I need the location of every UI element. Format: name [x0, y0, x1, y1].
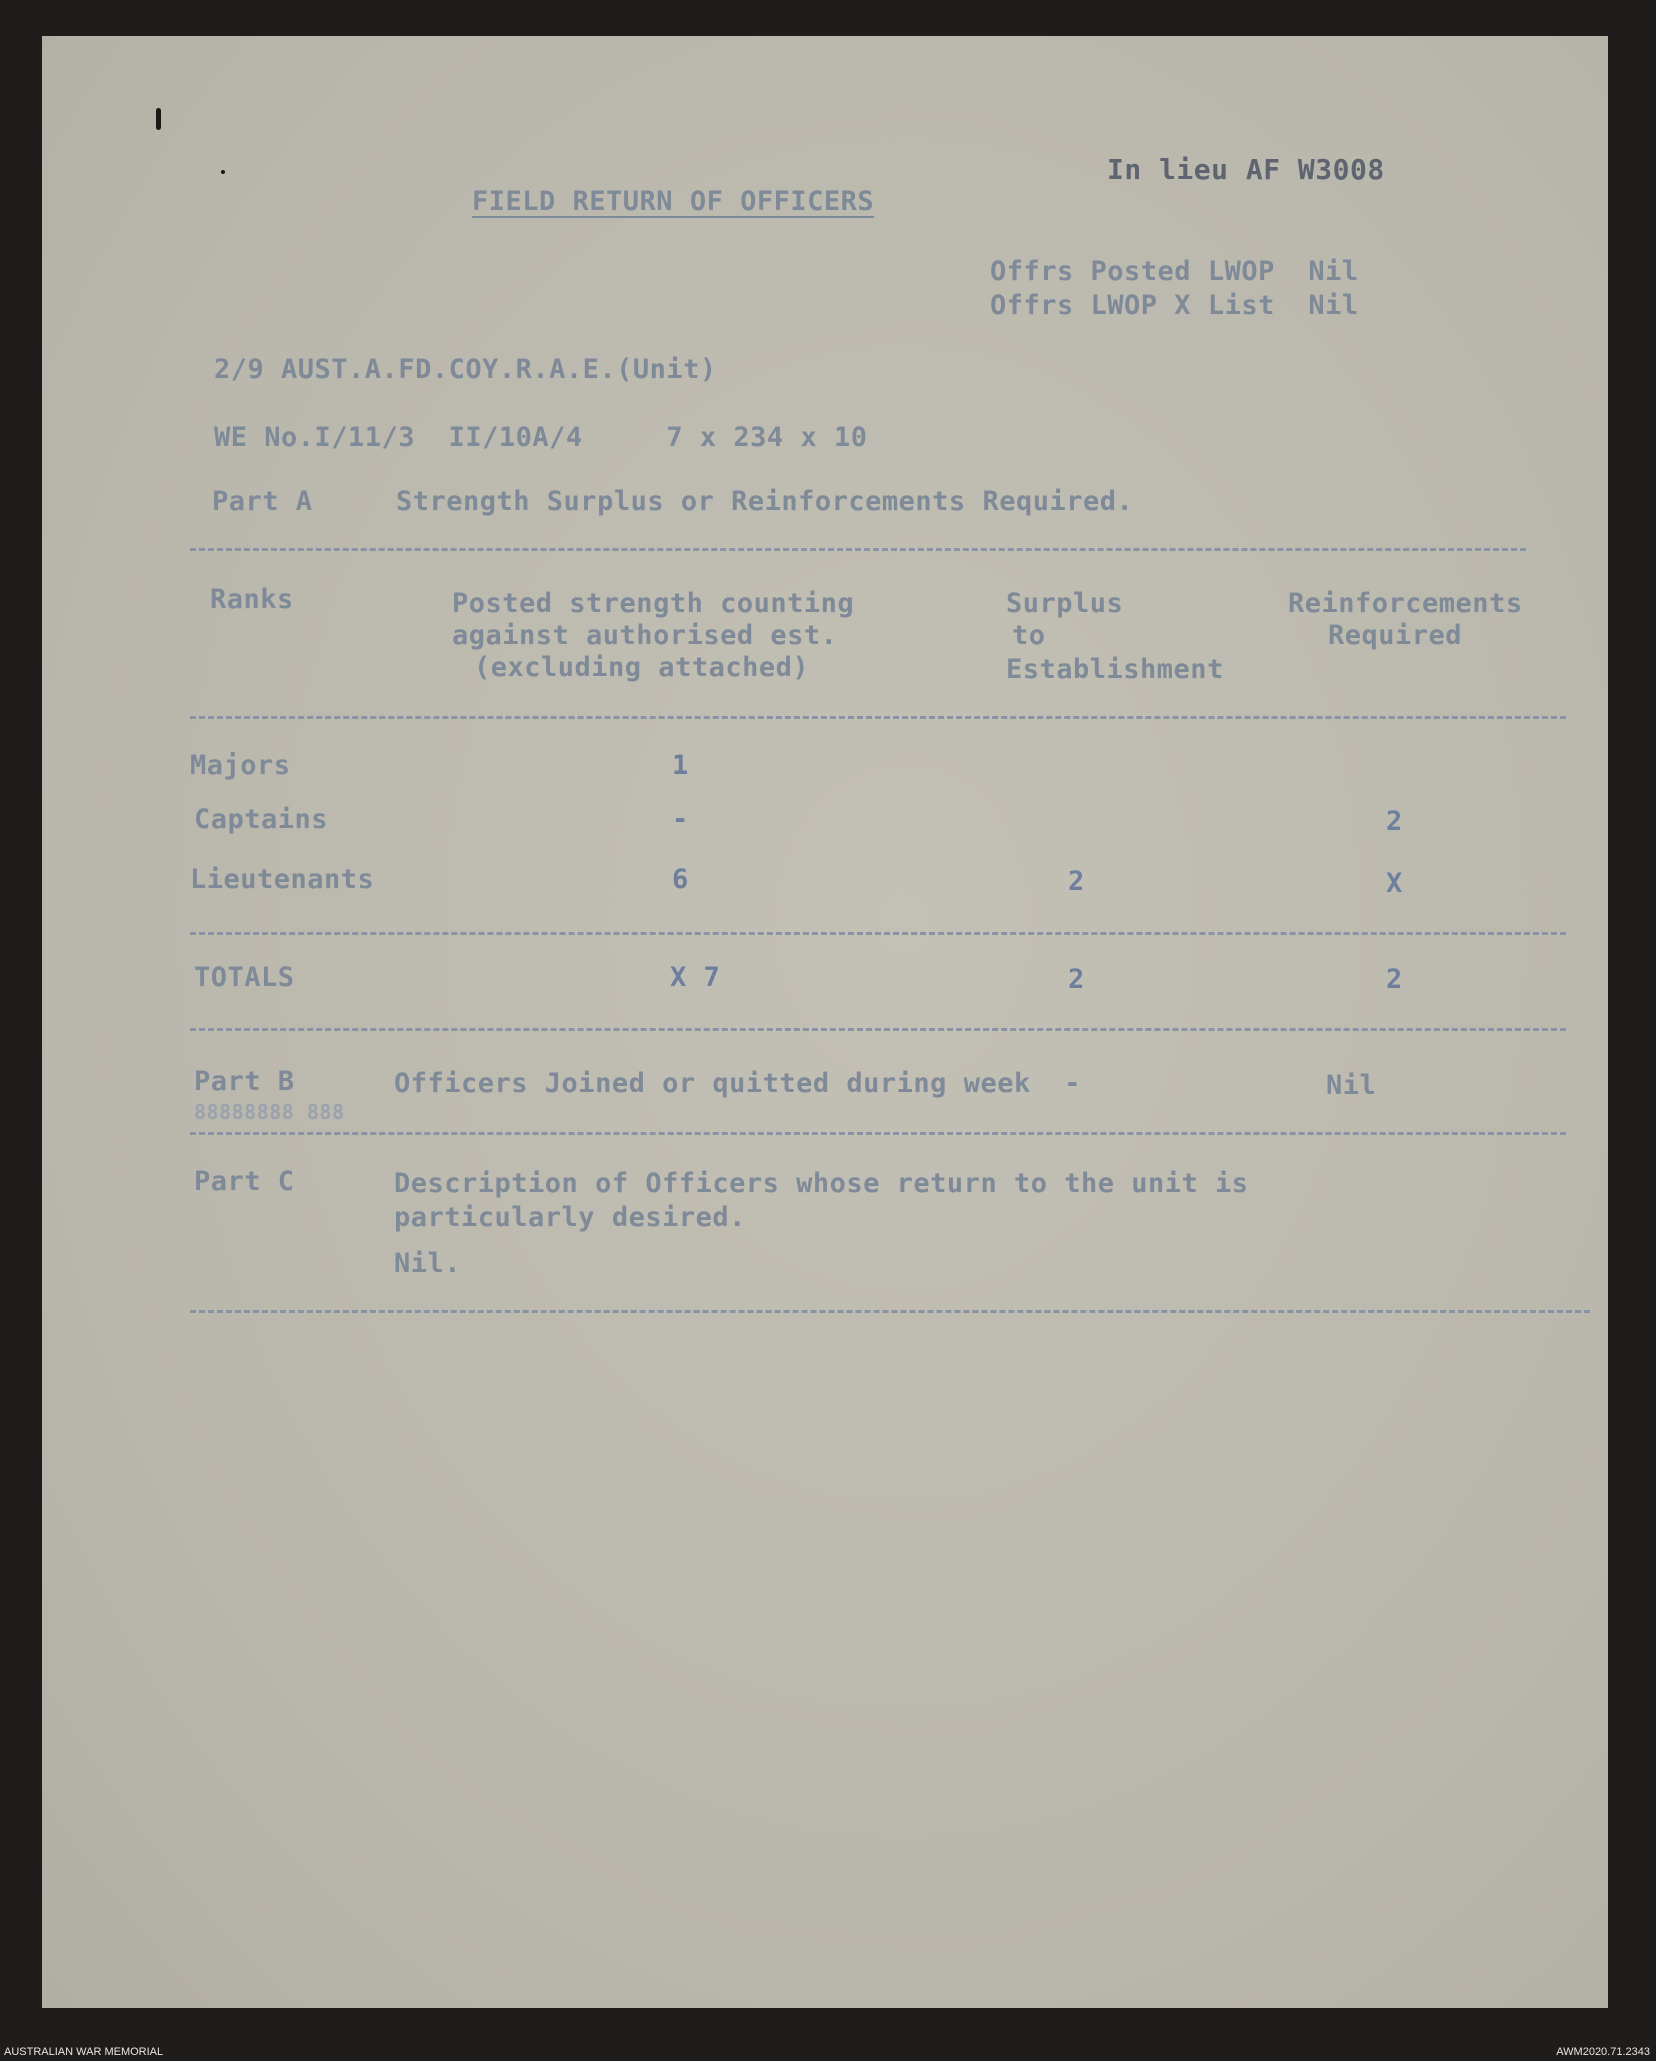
part-b-struck-text: 88888888 888 [194, 1100, 345, 1124]
col-header-posted-1: Posted strength counting [452, 588, 855, 619]
totals-surplus: 2 [1068, 964, 1085, 995]
col-header-posted-2: against authorised est. [452, 620, 838, 651]
page-title: FIELD RETURN OF OFFICERS [472, 186, 875, 217]
part-b-value: Nil [1326, 1070, 1377, 1101]
captains-reinforcements: 2 [1386, 806, 1403, 837]
punch-hole-mark [221, 170, 225, 174]
in-lieu-note: In lieu AF W3008 [1107, 153, 1385, 186]
rank-majors: Majors [190, 750, 291, 781]
part-a-description: Strength Surplus or Reinforcements Required. [396, 486, 1134, 517]
part-b-description: Officers Joined or quitted during week - [394, 1068, 1081, 1099]
col-header-reinforcements-1: Reinforcements [1288, 588, 1523, 619]
part-c-description-line-2: particularly desired. [394, 1202, 746, 1233]
col-header-reinforcements-2: Required [1328, 620, 1463, 651]
col-header-ranks: Ranks [210, 584, 294, 615]
footer-archive-id: AWM2020.71.2343 [1556, 2046, 1650, 2058]
part-c-label: Part C [194, 1166, 295, 1197]
divider-line [190, 548, 1526, 551]
lieutenants-posted: 6 [672, 864, 689, 895]
totals-reinforcements: 2 [1386, 964, 1403, 995]
col-header-surplus-1: Surplus [1006, 588, 1124, 619]
offrs-posted-lwop: Offrs Posted LWOP Nil [990, 256, 1359, 287]
unit-line: 2/9 AUST.A.FD.COY.R.A.E.(Unit) [214, 354, 717, 385]
divider-line [190, 716, 1566, 719]
rank-lieutenants: Lieutenants [190, 864, 375, 895]
divider-line [190, 932, 1566, 935]
part-c-value: Nil. [394, 1248, 462, 1279]
rank-captains: Captains [194, 804, 329, 835]
captains-posted: - [672, 804, 689, 835]
part-c-description-line-1: Description of Officers whose return to the unit is [394, 1168, 1249, 1199]
majors-posted: 1 [672, 750, 689, 781]
lieutenants-surplus: 2 [1068, 866, 1085, 897]
divider-line [190, 1310, 1590, 1313]
col-header-posted-3: (excluding attached) [474, 652, 810, 683]
footer-archive-name: AUSTRALIAN WAR MEMORIAL [4, 2046, 164, 2058]
we-number-line: WE No.I/11/3 II/10A/4 7 x 234 x 10 [214, 422, 868, 453]
part-a-label: Part A [212, 486, 313, 517]
document-page [42, 36, 1608, 2008]
offrs-lwop-x-list: Offrs LWOP X List Nil [990, 290, 1359, 321]
divider-line [190, 1028, 1566, 1031]
punch-hole-mark [156, 108, 161, 130]
divider-line [190, 1132, 1566, 1135]
col-header-surplus-2: to [1012, 620, 1046, 651]
col-header-surplus-3: Establishment [1006, 654, 1224, 685]
totals-label: TOTALS [194, 962, 295, 993]
totals-posted: X 7 [670, 962, 721, 993]
lieutenants-reinforcements: X [1386, 868, 1403, 899]
part-b-label: Part B [194, 1066, 295, 1097]
